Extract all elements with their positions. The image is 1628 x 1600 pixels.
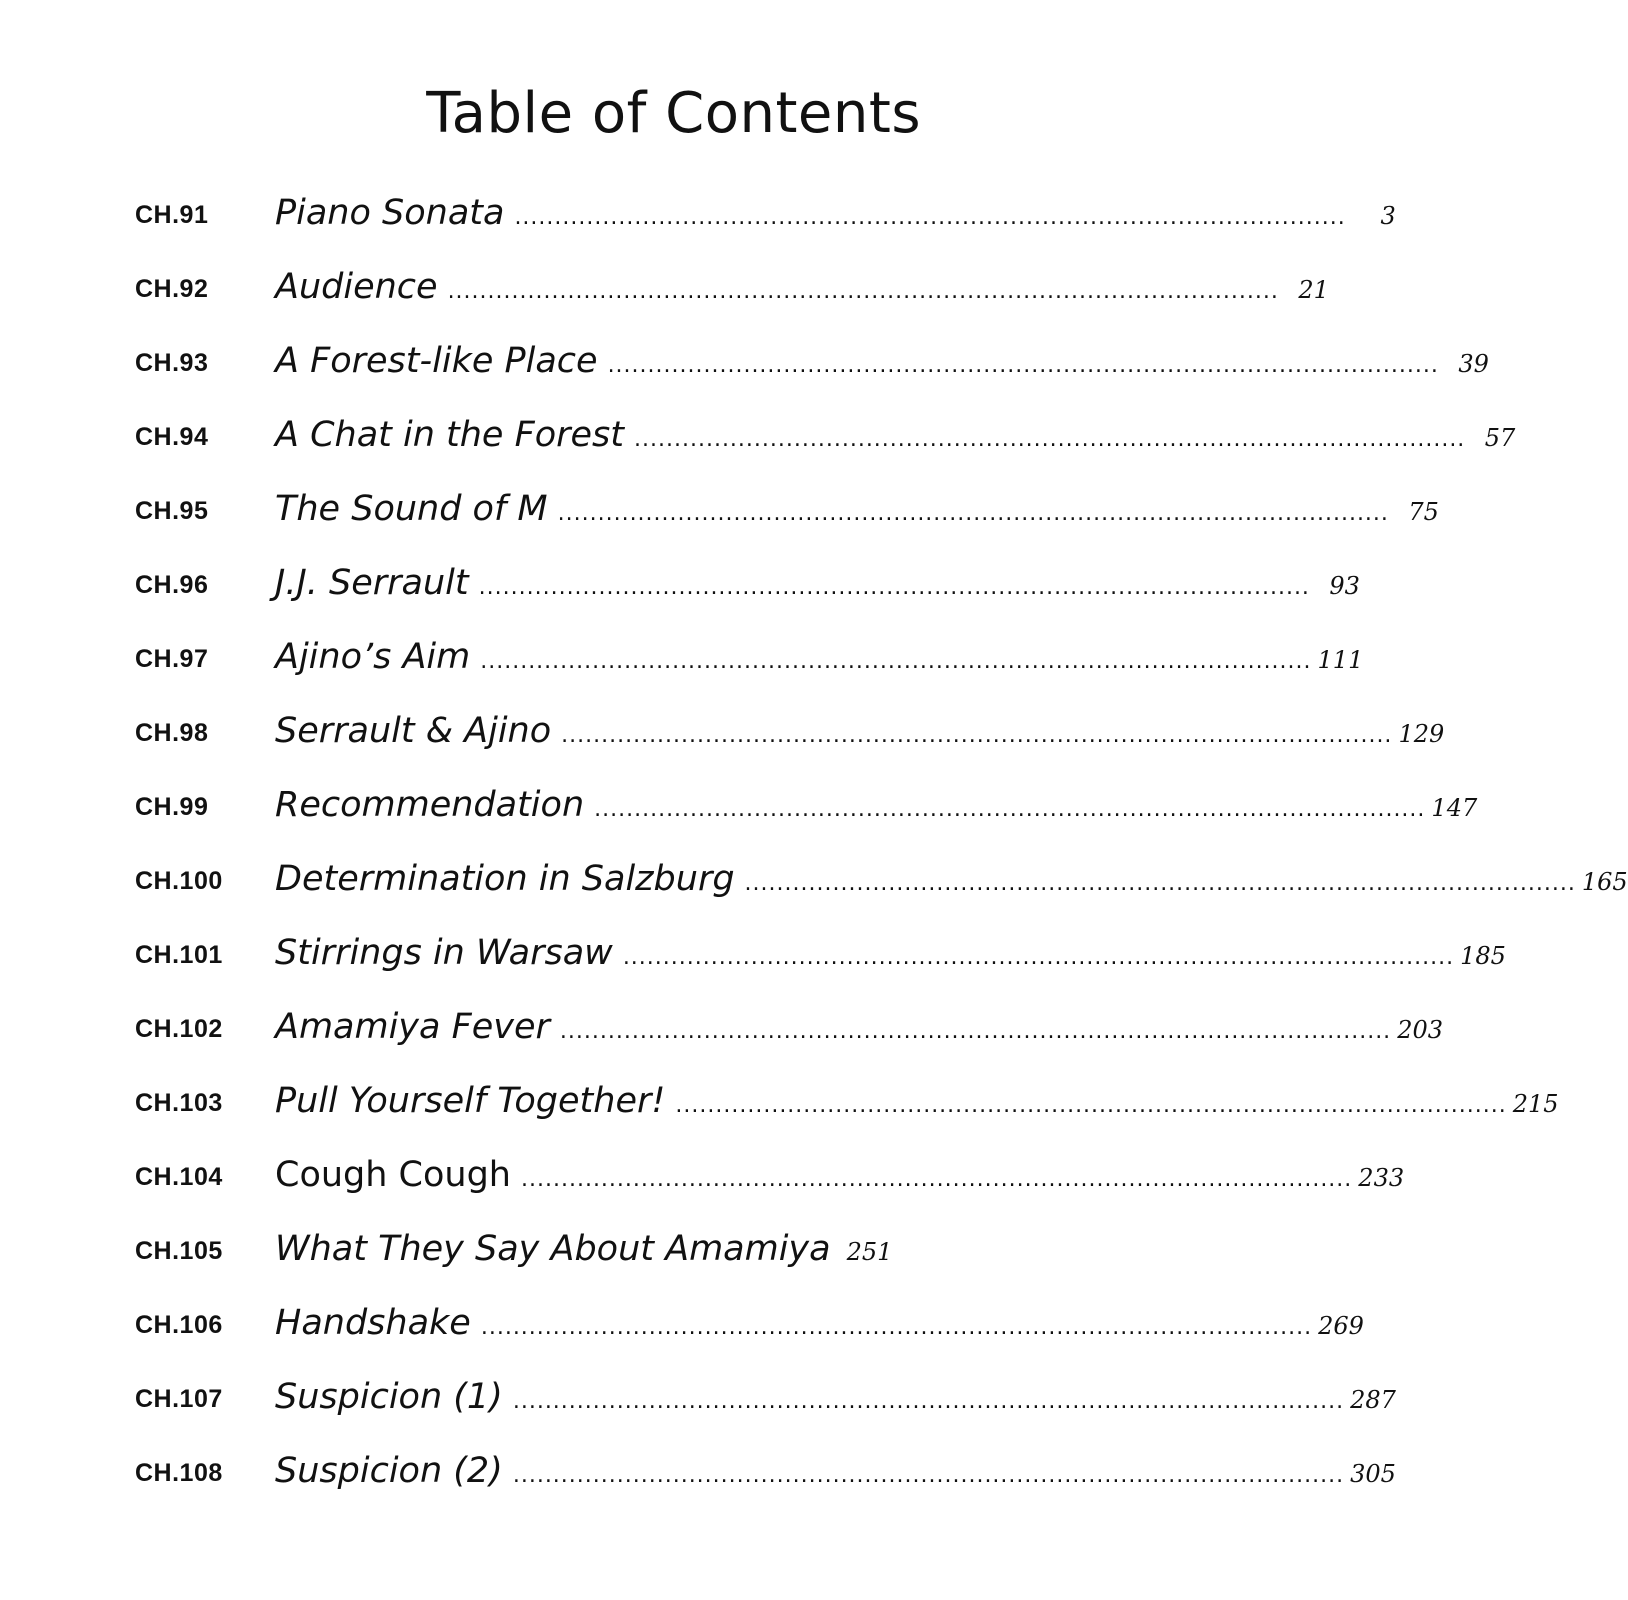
toc-entry [0,1443,1396,1517]
chapter-title: Amamiya Fever [275,1007,550,1047]
entry-body [275,267,1329,307]
entry-body [275,1451,1396,1491]
chapter-number: CH.97 [135,645,209,673]
page-number: 203 [1397,1016,1443,1044]
toc-entry [0,1147,1405,1221]
chapter-title: Ajino’s Aim [275,637,471,677]
entry-body [275,563,1360,603]
page-title: Table of Contents [426,81,921,146]
entry-body [275,1377,1396,1417]
page-number: 111 [1317,646,1364,674]
entry-body [275,1081,1559,1121]
dot-leader: ........................................................................................................ [744,871,1576,896]
page-number: 305 [1350,1460,1396,1488]
toc-entry [0,1073,1559,1147]
chapter-title: The Sound of M [275,489,548,529]
chapter-number: CH.91 [135,201,209,229]
page-number: 269 [1318,1312,1364,1340]
dot-leader: ........................................................................................................ [512,1463,1345,1488]
entry-body [275,1303,1364,1343]
dot-leader: ........................................................................................................ [512,1389,1345,1414]
page-number: 251 [846,1238,893,1266]
toc-entry [0,777,1478,851]
chapter-title: A Forest-like Place [275,341,598,381]
dot-leader: ........................................................................................................ [561,723,1393,748]
chapter-title: Suspicion (1) [275,1377,503,1417]
page-number: 215 [1512,1090,1559,1118]
toc-entry [0,999,1443,1073]
entry-body [275,415,1516,455]
chapter-title: Suspicion (2) [275,1451,503,1491]
page-number: 233 [1358,1164,1405,1192]
chapter-number: CH.106 [135,1311,223,1339]
chapter-title: Pull Yourself Together! [275,1081,666,1121]
dot-leader: ........................................................................................................ [559,1019,1392,1044]
entry-body [275,489,1439,529]
entry-body [275,859,1628,899]
dot-leader: ........................................................................................................ [480,1315,1313,1340]
chapter-title: J.J. Serrault [275,563,469,603]
toc-entry [0,1295,1364,1369]
toc-entry [0,407,1516,481]
toc-entry [0,259,1329,333]
entry-body [275,637,1364,677]
chapter-title: Piano Sonata [275,193,505,233]
toc-entry [0,925,1506,999]
dot-leader: ........................................................................................................ [447,279,1279,304]
toc-entry [0,703,1445,777]
chapter-title: Stirrings in Warsaw [275,933,613,973]
toc-entry [0,333,1489,407]
page-number: 129 [1398,720,1445,748]
page-number: 21 [1298,276,1329,304]
toc-entry [0,185,1396,259]
toc-entry [0,555,1360,629]
page-number: 57 [1484,424,1516,452]
dot-leader: ........................................................................................................ [622,945,1455,970]
chapter-number: CH.101 [135,941,223,969]
toc-entry [0,1369,1396,1443]
toc-entry [0,481,1439,555]
chapter-number: CH.100 [135,867,223,895]
page-number: 147 [1431,794,1478,822]
chapter-number: CH.104 [135,1163,223,1191]
dot-leader: ........................................................................................................ [675,1093,1507,1118]
chapter-number: CH.93 [135,349,209,377]
page-number: 39 [1458,350,1489,378]
chapter-number: CH.99 [135,793,209,821]
entry-body [275,1229,893,1269]
chapter-number: CH.107 [135,1385,223,1413]
chapter-title: Cough Cough [275,1155,511,1195]
page-number: 93 [1329,572,1360,600]
chapter-number: CH.98 [135,719,209,747]
dot-leader: ........................................................................................................ [634,427,1466,452]
toc-entry [0,629,1364,703]
chapter-title: Serrault & Ajino [275,711,552,751]
chapter-number: CH.105 [135,1237,223,1265]
dot-leader: ........................................................................................................ [480,649,1312,674]
entry-body [275,193,1396,233]
toc-entry [0,1221,1124,1295]
entry-body [275,1155,1405,1195]
chapter-title: Handshake [275,1303,471,1343]
chapter-title: Audience [275,267,438,307]
chapter-number: CH.103 [135,1089,223,1117]
page-number: 75 [1408,498,1439,526]
dot-leader: ........................................................................................................ [594,797,1426,822]
dot-leader: ........................................................................................................ [478,575,1310,600]
chapter-number: CH.92 [135,275,209,303]
chapter-number: CH.96 [135,571,209,599]
toc-list [0,185,1628,1517]
chapter-title: Recommendation [275,785,585,825]
page-number: 165 [1581,868,1628,896]
entry-body [275,785,1478,825]
page-number: 287 [1350,1386,1396,1414]
dot-leader: ........................................................................................................ [607,353,1439,378]
toc-entry [0,851,1628,925]
chapter-number: CH.95 [135,497,209,525]
entry-body [275,1007,1443,1047]
entry-body [275,711,1445,751]
dot-leader: ........................................................................................................ [557,501,1389,526]
chapter-number: CH.102 [135,1015,223,1043]
chapter-number: CH.94 [135,423,209,451]
dot-leader: ........................................................................................................ [521,1167,1353,1192]
entry-body [275,341,1489,381]
chapter-title: Determination in Salzburg [275,859,735,899]
chapter-title: What They Say About Amamiya [275,1229,831,1269]
page-number: 185 [1460,942,1506,970]
page-number: 3 [1380,202,1396,230]
chapter-title: A Chat in the Forest [275,415,625,455]
chapter-number: CH.108 [135,1459,223,1487]
entry-body [275,933,1506,973]
dot-leader: ........................................................................................................ [514,205,1346,230]
